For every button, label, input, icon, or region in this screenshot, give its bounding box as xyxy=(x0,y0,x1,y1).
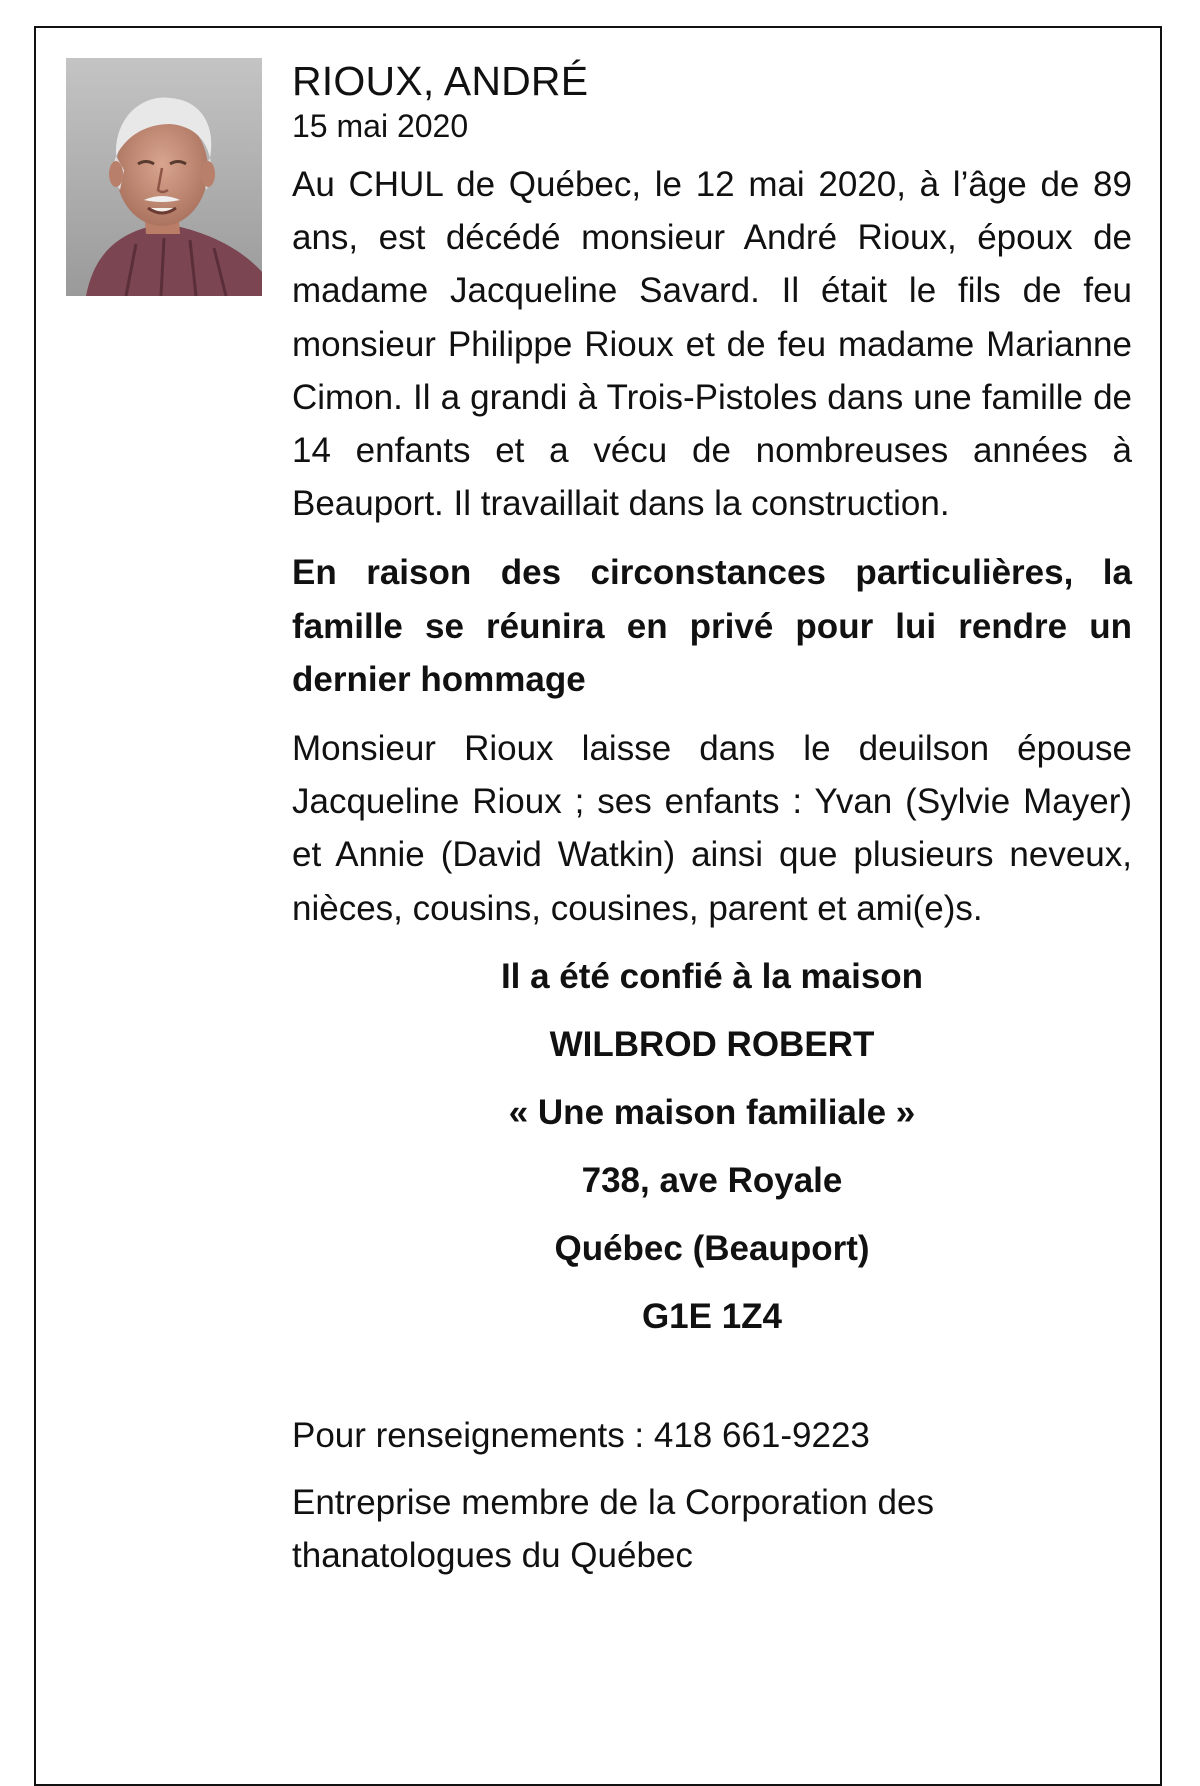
funeral-home-city: Québec (Beauport) xyxy=(554,1228,870,1268)
portrait-photo xyxy=(66,58,262,296)
funeral-home-intro: Il a été confié à la maison xyxy=(500,956,924,996)
funeral-home-postal-code: G1E 1Z4 xyxy=(641,1296,783,1336)
obituary-content xyxy=(292,56,1132,1582)
funeral-home-block xyxy=(292,957,1132,1337)
funeral-home-street: 738, ave Royale xyxy=(581,1160,843,1200)
membership-note: Entreprise membre de la Corporation des thanatologues du Québec xyxy=(292,1482,934,1575)
biography-paragraph: Au CHUL de Québec, le 12 mai 2020, à l’âge de 89 ans, est décédé monsieur André Rioux, époux de madame Jacqueline Savard. Il était le fils de feu monsieur Philippe Rioux et de feu madame Marianne Cimon. Il a grandi à Trois-Pistoles dans une famille de 14 enfants et a vécu de nombreuses années à Beauport. Il travaillait dans la construction. xyxy=(292,165,1132,524)
private-ceremony-notice: En raison des circonstances particulières, la famille se réunira en privé pour lui rendre un dernier hommage xyxy=(292,553,1132,699)
contact-phone: Pour renseignements : 418 661-9223 xyxy=(292,1415,870,1455)
deceased-name: RIOUX, ANDRÉ xyxy=(292,58,589,104)
funeral-home-name: WILBROD ROBERT xyxy=(549,1024,875,1064)
funeral-home-tagline: « Une maison familiale » xyxy=(508,1092,916,1132)
survivors-paragraph: Monsieur Rioux laisse dans le deuilson épouse Jacqueline Rioux ; ses enfants : Yvan (Sylvie Mayer) et Annie (David Watkin) ainsi que plusieurs neveux, nièces, cousins, cousines, parent et ami(e)s. xyxy=(292,729,1132,928)
publication-date: 15 mai 2020 xyxy=(292,108,469,144)
